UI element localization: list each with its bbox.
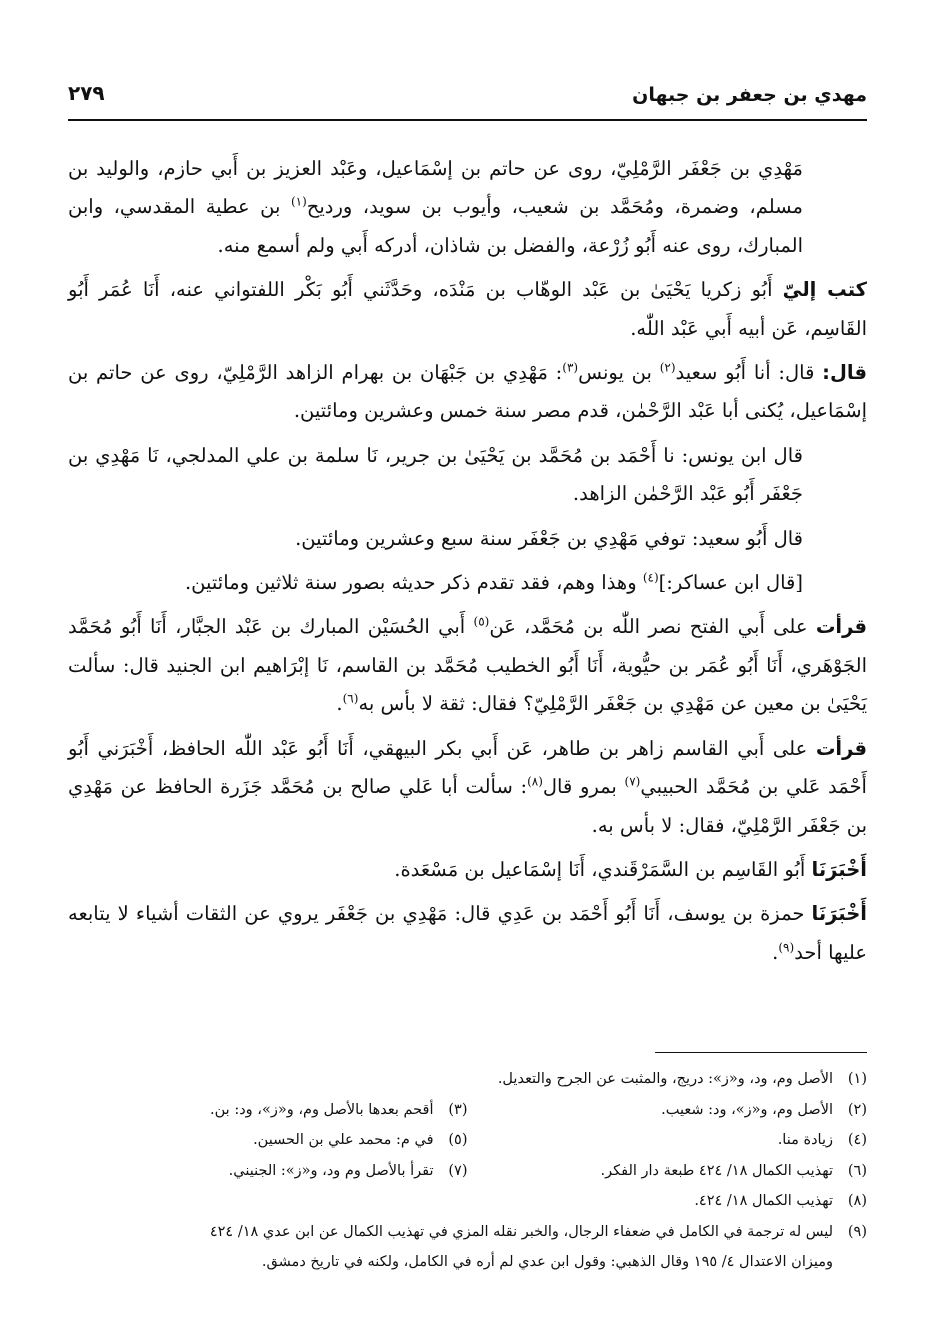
page-number: ٢٧٩ <box>68 81 105 105</box>
paragraph: قال أَبُو سعيد: توفي مَهْدِي بن جَعْفَر سنة سبع وعشرين ومائتين. <box>295 526 803 550</box>
keyword: قال: <box>822 361 867 385</box>
paragraph: قرأت على أَبي القاسم زاهر بن طاهر، عَن أَبي بكر البيهقي، أَنَا أَبُو عَبْد اللّٰه الحافظ، أَخْبَرَني أَبُو أَحْمَد عَلي بن مُحَمَّد الحبيبي$^{(٧)}$ بمرو قال$^{(٨)}$: سألت أبا عَلي صالح بن مُحَمَّد جَزَرة الحافظ عن مَهْدِي بن جَعْفَر الرَّمْلِيّ، فقال: لا بأس به. <box>68 736 867 837</box>
footnote-ref: (٩) <box>778 940 795 955</box>
main-text <box>68 150 867 972</box>
keyword: أَخْبَرَنَا <box>811 902 867 926</box>
header-rule <box>68 119 867 121</box>
paragraph: [قال ابن عساكر:]$^{(٤)}$ وهذا وهم، فقد تقدم ذكر حديثه بصور سنة ثلاثين ومائتين. <box>184 570 803 595</box>
paragraph: مَهْدِي بن جَعْفَر الرَّمْلِيّ، روى عن حاتم بن إسْمَاعيل، وعَبْد العزيز بن أَبي حازم، والوليد بن مسلم، وضمرة، ومُحَمَّد بن شعيب، وأيوب بن سويد، ورديح$^{(١)}$ بن عطية المقدسي، وابن المبارك، روى عنه أَبُو زُرْعة، والفضل بن شاذان، أدركه أَبي ولم أسمع منه. <box>68 157 803 257</box>
keyword: أَخْبَرَنَا <box>811 857 867 881</box>
footnote-ref: (٣) <box>562 360 579 375</box>
footnote: (٨) تهذيب الكمال ١٨/ ٤٢٤. <box>694 1193 867 1209</box>
paragraph: كتب إليّ أَبُو زكريا يَحْيَىٰ بن عَبْد الوهّاب بن مَنْدَه، وحَدَّثَني أَبُو بَكْر اللفتواني عنه، أَنَا عُمَر أَبُو القَاسِم، عَن أبيه أَبي عَبْد اللّٰه. <box>68 278 868 340</box>
footnote: (٣) أقحم بعدها بالأصل وم، و«ز»، ود: بن. <box>210 1101 468 1118</box>
footnotes <box>68 1064 867 1278</box>
paragraph: قرأت على أَبي الفتح نصر اللّٰه بن مُحَمَّد، عَن$^{(٥)}$ أَبي الحُسَيْن المبارك بن عَبْد الجبَّار، أَنَا أَبُو مُحَمَّد الجَوْهَري، أَنَا أَبُو عُمَر بن حيُّوية، أَنَا أَبُو الخطيب مُحَمَّد بن القاسم، نَا إبْرَاهيم ابن الجنيد قال: سألت يَحْيَىٰ بن معين عن مَهْدِي بن جَعْفَر الرَّمْلِيّ؟ فقال: ثقة لا بأس به$^{(٦)}$. <box>68 614 867 716</box>
paragraph: أَخْبَرَنَا حمزة بن يوسف، أَنَا أَبُو أَحْمَد بن عَدِي قال: مَهْدِي بن جَعْفَر يروي عن الثقات أشياء لا يتابعه عليها أحد$^{(٩)}$. <box>68 902 867 964</box>
footnote-row <box>68 1156 867 1187</box>
footnote-ref: (٧) <box>624 774 641 789</box>
footnote-rule <box>655 1052 867 1053</box>
footnote: (١) الأصل وم، ود، و«ز»: دريج، والمثبت عن الجرح والتعديل. <box>497 1071 867 1087</box>
paragraph: قال: قال: أنا أَبُو سعيد$^{(٢)}$ بن يونس$^{(٣)}$: مَهْدِي بن جَبْهَان بن بهرام الزاهد الرَّمْلِيّ، روى عن حاتم بن إسْمَاعيل، يُكنى أبا عَبْد الرَّحْمٰن، قدم مصر سنة خمس وعشرين ومائتين. <box>68 360 867 423</box>
keyword: قرأت <box>815 736 867 760</box>
footnote: (٧) تقرأ بالأصل وم ود، و«ز»: الجنيني. <box>228 1162 468 1179</box>
footnote-continuation: وميزان الاعتدال ٤/ ١٩٥ وقال الذهبي: وقول ابن عدي لم أره في الكامل، ولكنه في تاريخ دمشق. <box>261 1254 833 1270</box>
footnote-row <box>68 1125 867 1156</box>
footnote: (٩) ليس له ترجمة في الكامل في ضعفاء الرجال، والخبر نقله المزي في تهذيب الكمال عن ابن عدي ١٨/ ٤٢٤ <box>209 1223 867 1240</box>
running-title: مهدي بن جعفر بن جبهان <box>632 84 867 106</box>
footnote-ref: (١) <box>290 194 307 209</box>
footnote: (٤) زيادة منا. <box>777 1132 867 1148</box>
footnote: (٦) تهذيب الكمال ١٨/ ٤٢٤ طبعة دار الفكر. <box>600 1162 867 1179</box>
footnote: (٥) في م: محمد علي بن الحسين. <box>253 1132 468 1148</box>
footnote-ref: (٨) <box>527 774 543 789</box>
footnote-ref: (٥) <box>473 614 490 629</box>
footnote-row <box>68 1095 867 1126</box>
footnote-ref: (٤) <box>642 570 659 585</box>
footnote-ref: (٦) <box>342 691 359 706</box>
footnote-ref: (٢) <box>659 360 676 375</box>
paragraph: قال ابن يونس: نا أَحْمَد بن مُحَمَّد بن يَحْيَىٰ بن جرير، نَا سلمة بن علي المدلجي، نَا مَهْدِي بن جَعْفَر أَبُو عَبْد الرَّحْمٰن الزاهد. <box>68 443 803 506</box>
footnote: (٢) الأصل وم، و«ز»، ود: شعيب. <box>661 1101 867 1118</box>
paragraph: أَخْبَرَنَا أَبُو القَاسِم بن السَّمَرْقَندي، أَنَا إسْمَاعيل بن مَسْعَدة. <box>394 857 867 881</box>
keyword: كتب إليّ <box>782 278 868 302</box>
keyword: قرأت <box>815 615 867 639</box>
